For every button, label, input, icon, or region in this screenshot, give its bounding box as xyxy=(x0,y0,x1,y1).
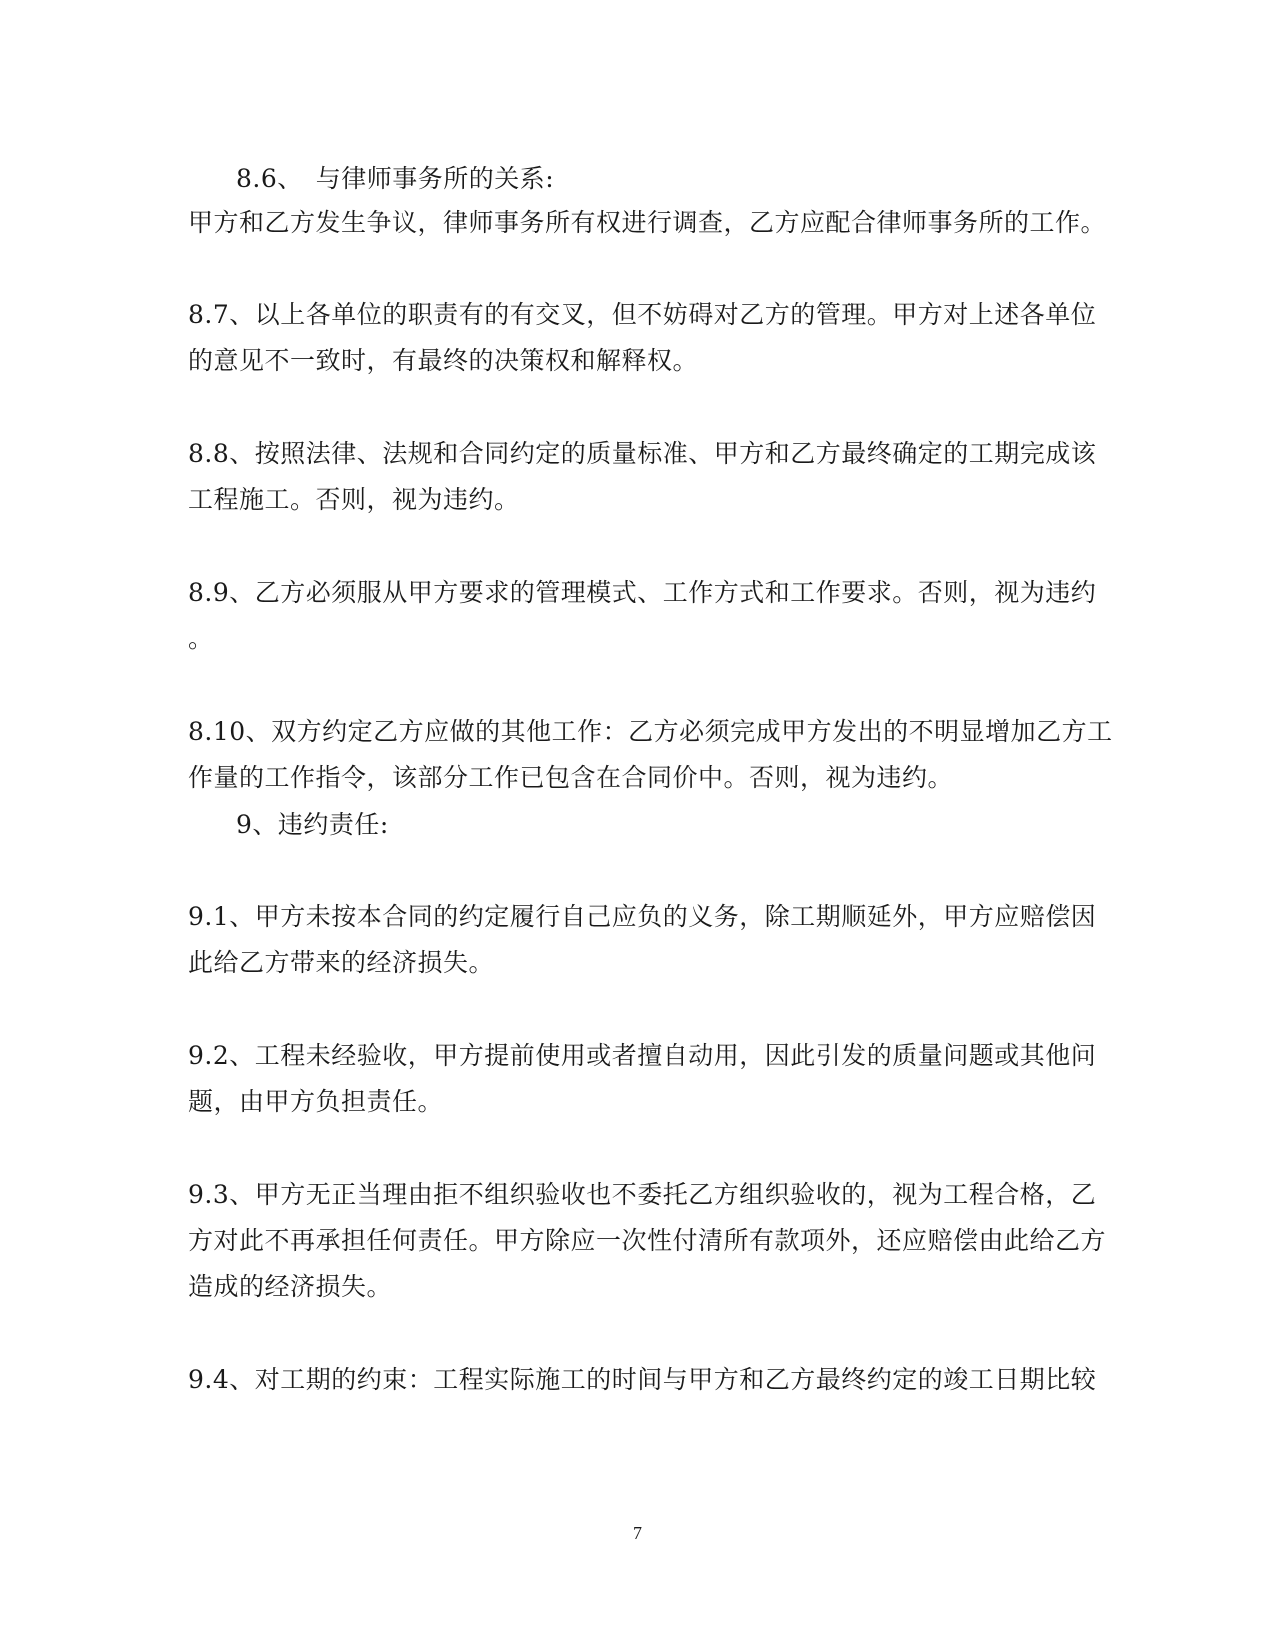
clause-8-10-line-2: 作量的工作指令，该部分工作已包含在合同价中。否则，视为违约。 xyxy=(188,763,954,792)
clause-8-6-heading: 8.6、 与律师事务所的关系: xyxy=(236,164,555,193)
clause-8-8-line-1: 8.8、按照法律、法规和合同约定的质量标准、甲方和乙方最终确定的工期完成该 xyxy=(188,439,1097,468)
clause-8-7-line-2: 的意见不一致时，有最终的决策权和解释权。 xyxy=(188,346,699,375)
section-9-heading: 9、违约责任: xyxy=(236,810,389,839)
clause-9-3-line-2: 方对此不再承担任何责任。甲方除应一次性付清所有款项外，还应赔偿由此给乙方 xyxy=(188,1226,1107,1255)
clause-8-6-text: 甲方和乙方发生争议，律师事务所有权进行调查，乙方应配合律师事务所的工作。 xyxy=(188,208,1107,237)
clause-9-3-line-3: 造成的经济损失。 xyxy=(188,1272,393,1301)
page-number: 7 xyxy=(633,1523,642,1543)
clause-8-7-line-1: 8.7、以上各单位的职责有的有交叉，但不妨碍对乙方的管理。甲方对上述各单位 xyxy=(188,300,1097,329)
clause-8-9-line-1: 8.9、乙方必须服从甲方要求的管理模式、工作方式和工作要求。否则，视为违约 xyxy=(188,578,1097,607)
clause-9-1-line-2: 此给乙方带来的经济损失。 xyxy=(188,948,495,977)
clause-9-2-line-2: 题，由甲方负担责任。 xyxy=(188,1087,444,1116)
clause-8-10-line-1: 8.10、双方约定乙方应做的其他工作：乙方必须完成甲方发出的不明显增加乙方工 xyxy=(188,717,1113,746)
clause-8-8-line-2: 工程施工。否则，视为违约。 xyxy=(188,485,520,514)
clause-9-4-line-1: 9.4、对工期的约束：工程实际施工的时间与甲方和乙方最终约定的竣工日期比较 xyxy=(188,1365,1097,1394)
clause-8-9-line-2: 。 xyxy=(188,624,214,653)
clause-9-3-line-1: 9.3、甲方无正当理由拒不组织验收也不委托乙方组织验收的，视为工程合格，乙 xyxy=(188,1180,1097,1209)
clause-9-2-line-1: 9.2、工程未经验收，甲方提前使用或者擅自动用，因此引发的质量问题或其他问 xyxy=(188,1041,1097,1070)
clause-9-1-line-1: 9.1、甲方未按本合同的约定履行自己应负的义务，除工期顺延外，甲方应赔偿因 xyxy=(188,902,1097,931)
